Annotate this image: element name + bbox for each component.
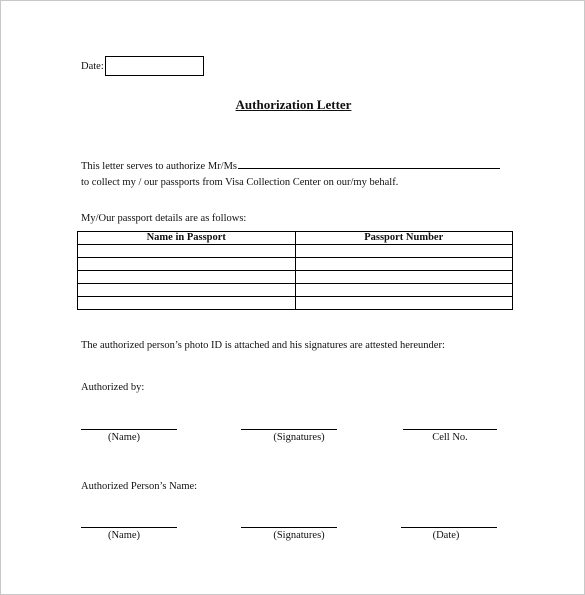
photo-statement: The authorized person’s photo ID is attached and his signatures are attested hereunder: bbox=[81, 340, 445, 351]
table-cell-name[interactable] bbox=[78, 284, 296, 297]
table-cell-name[interactable] bbox=[78, 271, 296, 284]
intro-line-1 bbox=[81, 158, 500, 172]
date-label: Date: bbox=[81, 61, 104, 72]
table-row bbox=[78, 284, 513, 297]
authorized-person-blank[interactable] bbox=[238, 158, 500, 169]
passport-details-table bbox=[77, 231, 513, 310]
authorized-by-cell-line[interactable] bbox=[403, 429, 497, 430]
authorized-by-signature-label: (Signatures) bbox=[273, 432, 325, 443]
authorized-person-name-label: (Name) bbox=[107, 530, 141, 541]
table-cell-name[interactable] bbox=[78, 245, 296, 258]
table-row bbox=[78, 297, 513, 310]
column-header-name: Name in Passport bbox=[78, 232, 296, 245]
authorized-person-heading: Authorized Person’s Name: bbox=[81, 481, 198, 492]
authorized-person-date-label: (Date) bbox=[432, 530, 460, 541]
table-cell-number[interactable] bbox=[295, 271, 513, 284]
table-cell-name[interactable] bbox=[78, 258, 296, 271]
date-field[interactable] bbox=[105, 56, 204, 76]
authorized-person-signature-label: (Signatures) bbox=[273, 530, 325, 541]
table-row bbox=[78, 258, 513, 271]
intro-line-1-text: This letter serves to authorize Mr/Ms bbox=[81, 161, 238, 172]
authorized-by-name-label: (Name) bbox=[107, 432, 141, 443]
table-cell-number[interactable] bbox=[295, 284, 513, 297]
authorized-by-cell-label: Cell No. bbox=[432, 432, 468, 443]
table-header-row bbox=[78, 232, 513, 245]
intro-line-2: to collect my / our passports from Visa Collection Center on our/my behalf. bbox=[81, 177, 399, 188]
authorized-person-name-line[interactable] bbox=[81, 527, 177, 528]
table-cell-number[interactable] bbox=[295, 297, 513, 310]
authorized-person-date-line[interactable] bbox=[401, 527, 497, 528]
letter-title: Authorization Letter bbox=[235, 97, 352, 112]
table-row bbox=[78, 245, 513, 258]
authorized-by-signature-line[interactable] bbox=[241, 429, 337, 430]
authorized-person-signature-line[interactable] bbox=[241, 527, 337, 528]
authorized-by-name-line[interactable] bbox=[81, 429, 177, 430]
authorized-by-heading: Authorized by: bbox=[81, 382, 145, 393]
table-row bbox=[78, 271, 513, 284]
table-cell-number[interactable] bbox=[295, 258, 513, 271]
table-cell-name[interactable] bbox=[78, 297, 296, 310]
details-intro: My/Our passport details are as follows: bbox=[81, 213, 247, 224]
column-header-number: Passport Number bbox=[295, 232, 513, 245]
table-cell-number[interactable] bbox=[295, 245, 513, 258]
